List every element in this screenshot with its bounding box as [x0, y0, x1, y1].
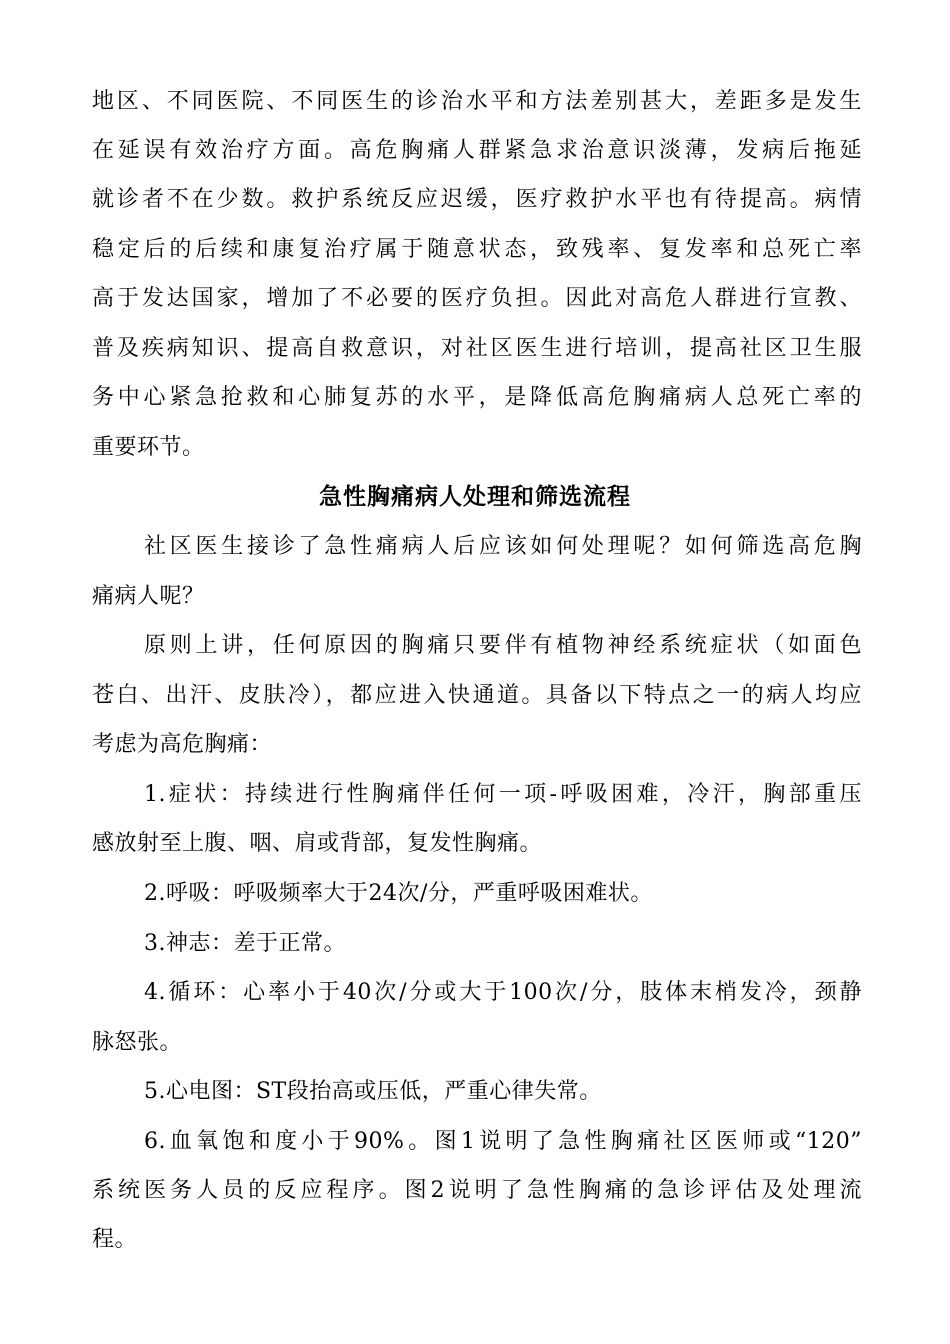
intro-line: 地区、不同医院、不同医生的诊治水平和方法差别甚大，差距多是发生 — [92, 89, 862, 114]
list-item-symptoms-cont: 感放射至上腹、咽、肩或背部，复发性胸痛。 — [92, 831, 543, 856]
list-item-oxygen-cont: 系统医务人员的反应程序。图2说明了急性胸痛的急诊评估及处理流 — [92, 1178, 862, 1203]
intro-line: 就诊者不在少数。救护系统反应迟缓，医疗救护水平也有待提高。病情 — [92, 187, 862, 212]
paragraph-line: 社区医生接诊了急性痛病人后应该如何处理呢？如何筛选高危胸 — [144, 534, 862, 559]
list-item-oxygen: 6.血氧饱和度小于90%。图1说明了急性胸痛社区医师或“120” — [144, 1129, 862, 1154]
intro-line: 稳定后的后续和康复治疗属于随意状态，致残率、复发率和总死亡率 — [92, 237, 862, 262]
list-item-breathing: 2.呼吸：呼吸频率大于24次/分，严重呼吸困难状。 — [144, 881, 653, 906]
paragraph-line: 原则上讲，任何原因的胸痛只要伴有植物神经系统症状（如面色 — [144, 633, 862, 658]
paragraph-line: 痛病人呢？ — [92, 584, 205, 609]
intro-line: 普及疾病知识、提高自救意识，对社区医生进行培训，提高社区卫生服 — [92, 336, 862, 361]
list-item-oxygen-cont: 程。 — [92, 1227, 138, 1252]
list-item-ecg: 5.心电图：ST段抬高或压低，严重心律失常。 — [144, 1079, 602, 1104]
intro-line: 高于发达国家，增加了不必要的医疗负担。因此对高危人群进行宣教、 — [92, 286, 862, 311]
intro-line: 重要环节。 — [92, 435, 205, 460]
intro-line: 务中心紧急抢救和心肺复苏的水平，是降低高危胸痛病人总死亡率的 — [92, 385, 862, 410]
list-item-consciousness: 3.神志：差于正常。 — [144, 931, 346, 956]
list-item-symptoms: 1.症状：持续进行性胸痛伴任何一项-呼吸困难，冷汗，胸部重压 — [144, 782, 862, 807]
list-item-circulation: 4.循环：心率小于40次/分或大于100次/分，肢体末梢发冷，颈静 — [144, 980, 862, 1005]
intro-line: 在延误有效治疗方面。高危胸痛人群紧急求治意识淡薄，发病后拖延 — [92, 138, 862, 163]
paragraph-line: 考虑为高危胸痛： — [92, 732, 273, 757]
list-item-circulation-cont: 脉怒张。 — [92, 1030, 183, 1055]
paragraph-line: 苍白、出汗、皮肤冷），都应进入快通道。具备以下特点之一的病人均应 — [92, 683, 862, 708]
section-title: 急性胸痛病人处理和筛选流程 — [319, 484, 631, 510]
